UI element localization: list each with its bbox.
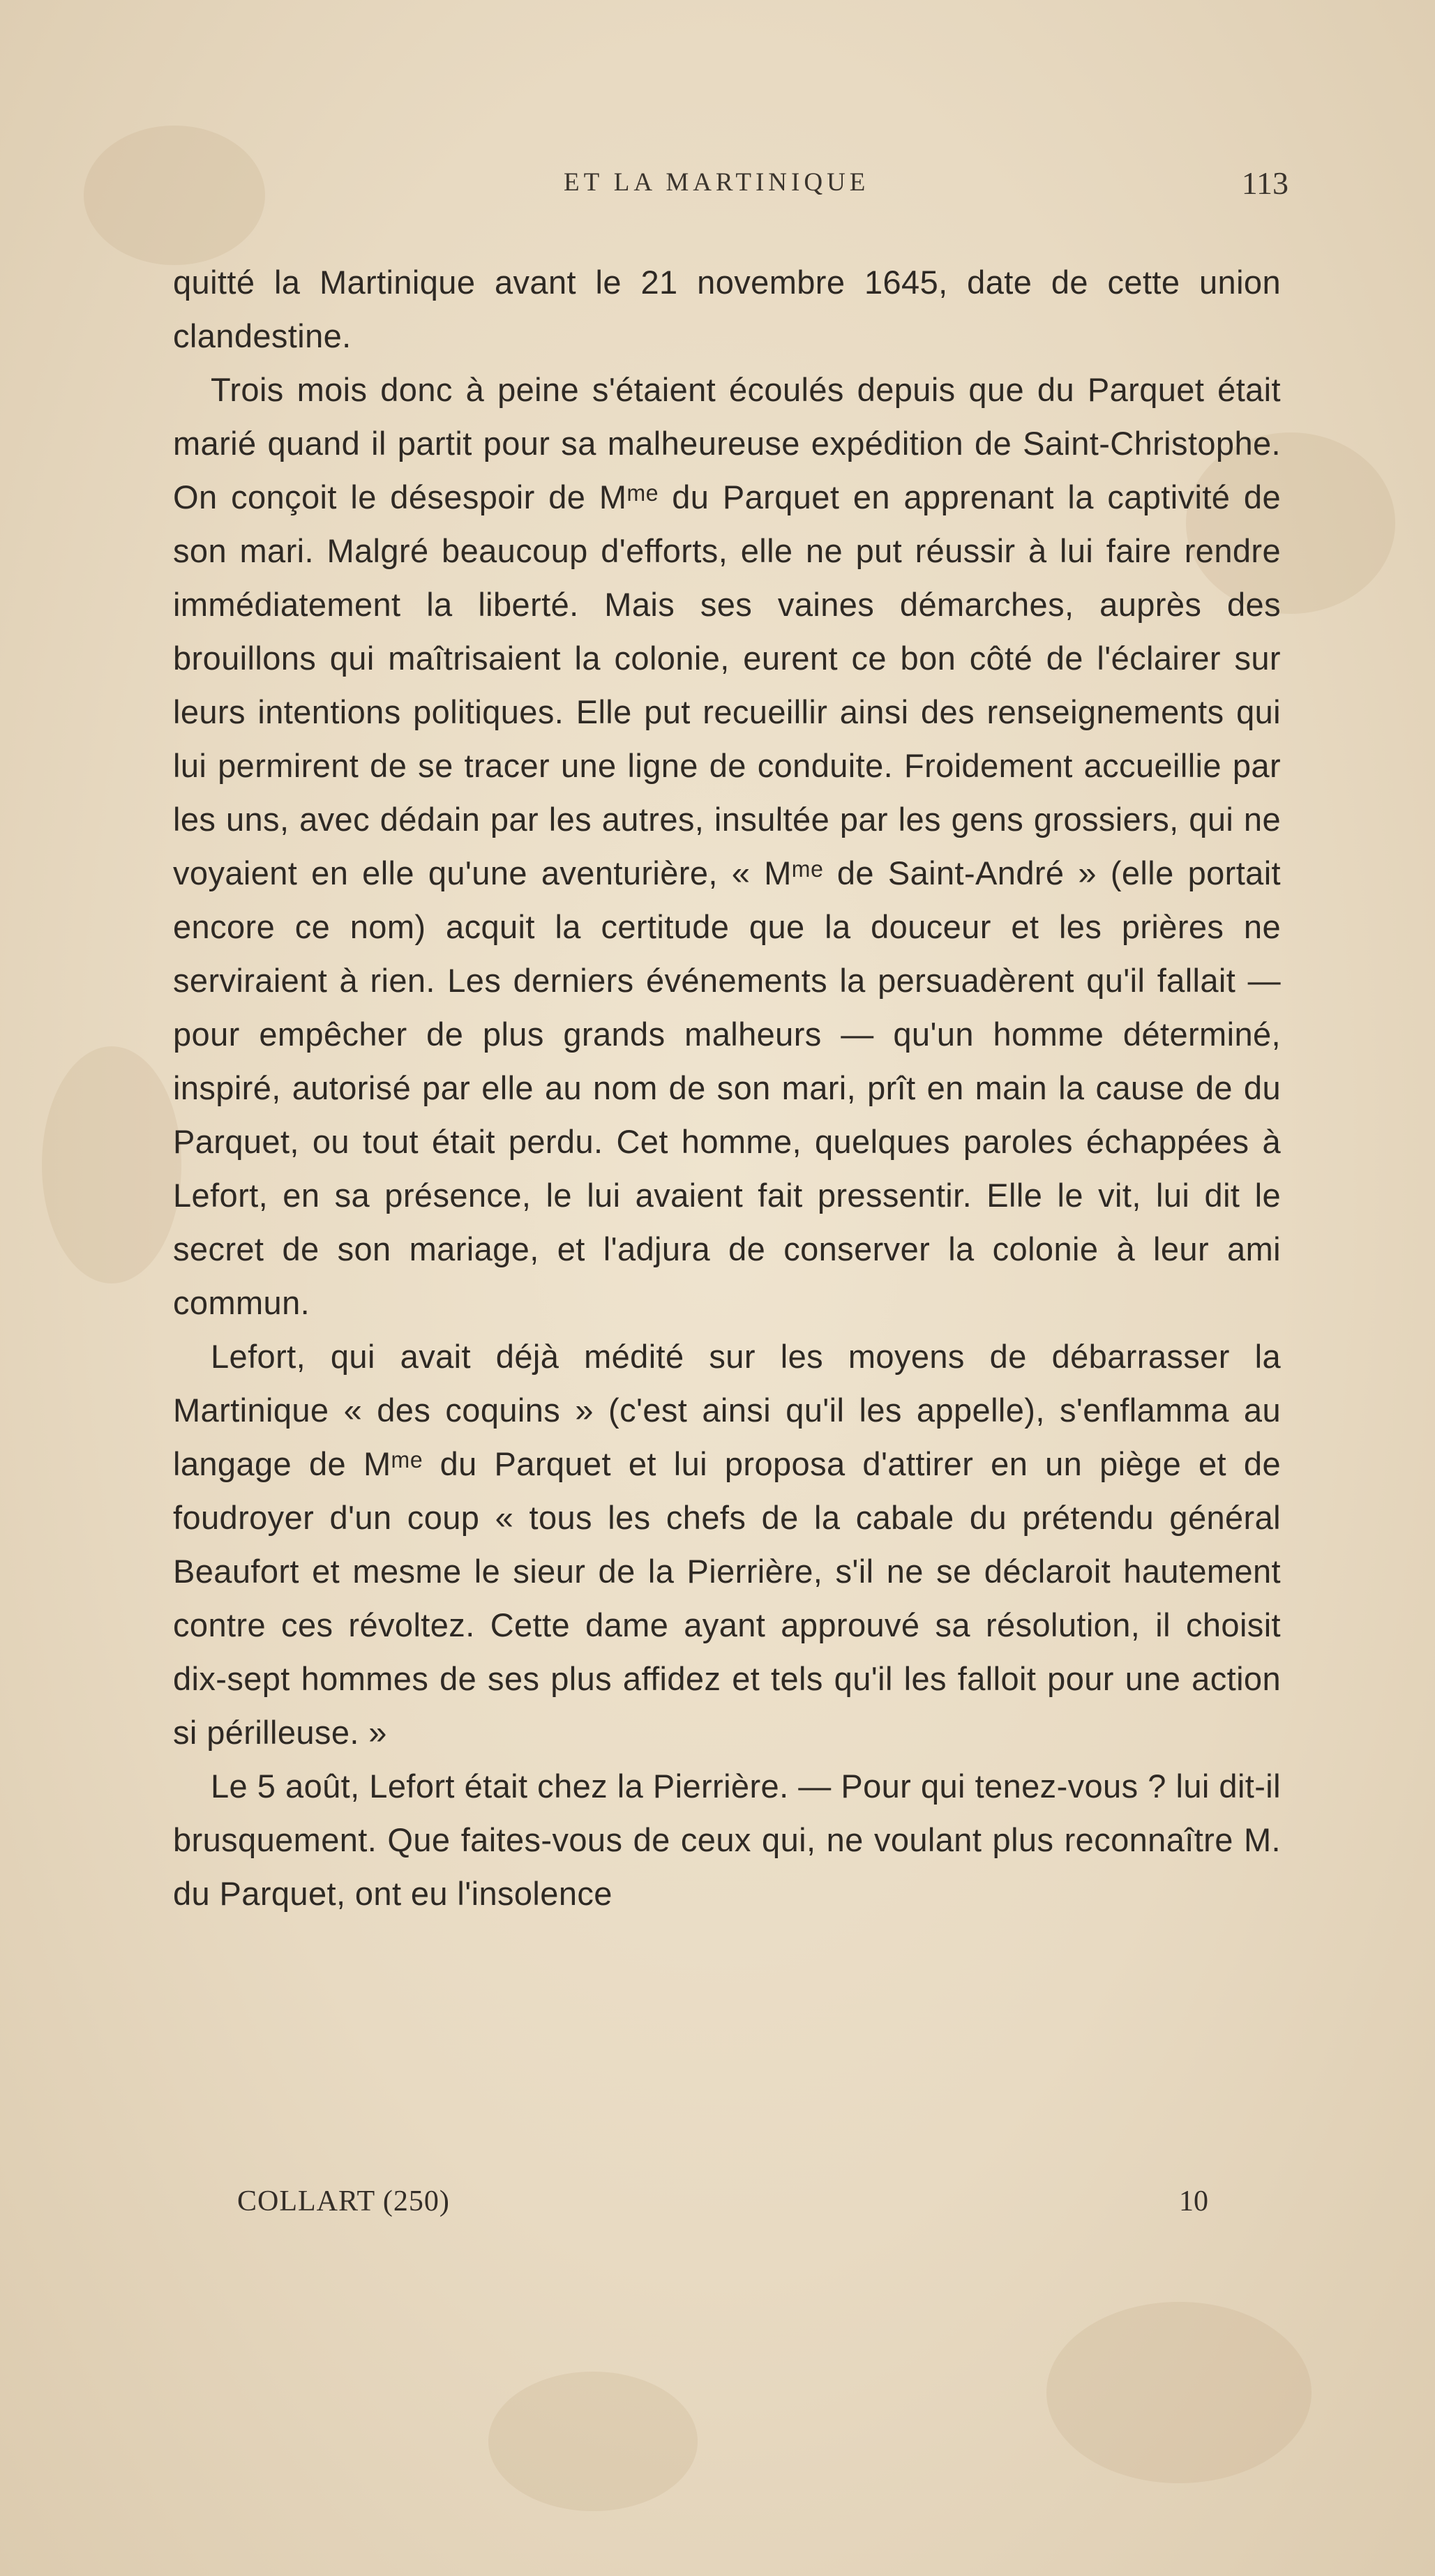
paper-stain [488, 2372, 698, 2511]
printer-signature: COLLART (250) [237, 2185, 450, 2217]
signature-mark: 10 [1179, 2185, 1208, 2217]
page-number: 113 [1241, 165, 1289, 201]
paragraph-2: Trois mois donc à peine s'étaient écoulés depuis que du Parquet était marié quand il partit pour sa malheureuse expédition de Saint-Christophe. On conçoit le désespoir de Mᵐᵉ du Parquet en apprenant la captivité de son mari. Malgré beaucoup d'efforts, elle ne put réussir à lui faire rendre immédiatement la liberté. Mais ses vaines démarches, auprès des brouillons qui maîtrisaient la colonie, eurent ce bon côté de l'éclairer sur leurs intentions politiques. Elle put recueillir ainsi des renseignements qui lui permirent de se tracer une ligne de conduite. Froidement accueillie par les uns, avec dédain par les autres, insultée par les gens grossiers, qui ne voyaient en elle qu'une aventurière, « Mᵐᵉ de Saint-André » (elle portait encore ce nom) acquit la certitude que la douceur et les prières ne serviraient à rien. Les derniers événements la persuadèrent qu'il fallait — pour empêcher de plus grands malheurs — qu'un homme déterminé, inspiré, autorisé par elle au nom de son mari, prît en main la cause de du Parquet, ou tout était perdu. Cet homme, quelques paroles échappées à Lefort, en sa présence, le lui avaient fait pressentir. Elle le vit, lui dit le secret de son mariage, et l'adjura de conserver la colonie à leur ami commun. [173, 371, 1281, 1321]
paragraph-3: Lefort, qui avait déjà médité sur les moyens de débarrasser la Martinique « des coquins » (c'est ainsi qu'il les appelle), s'enflamma au langage de Mᵐᵉ du Parquet et lui proposa d'attirer en un piège et de foudroyer d'un coup « tous les chefs de la cabale du prétendu général Beaufort et mesme le sieur de la Pierrière, s'il ne se déclaroit hautement contre ces révoltez. Cette dame ayant approuvé sa résolution, il choisit dix-sept hommes de ses plus affidez et tels qu'il les falloit pour une action si périlleuse. » [173, 1338, 1281, 1751]
paragraph-4: Le 5 août, Lefort était chez la Pierrière. — Pour qui tenez-vous ? lui dit-il brusquement. Que faites-vous de ceux qui, ne voulant plus reconnaître M. du Parquet, ont eu l'insolence [173, 1768, 1281, 1912]
paragraph-1: quitté la Martinique avant le 21 novembre 1645, date de cette union clandestine. [173, 264, 1281, 354]
body-text [173, 255, 1281, 1920]
page-footer [0, 2185, 1435, 2227]
paper-stain [1046, 2302, 1312, 2483]
running-title: ET LA MARTINIQUE [564, 168, 870, 197]
running-head [0, 167, 1435, 209]
paper-stain [42, 1046, 181, 1283]
